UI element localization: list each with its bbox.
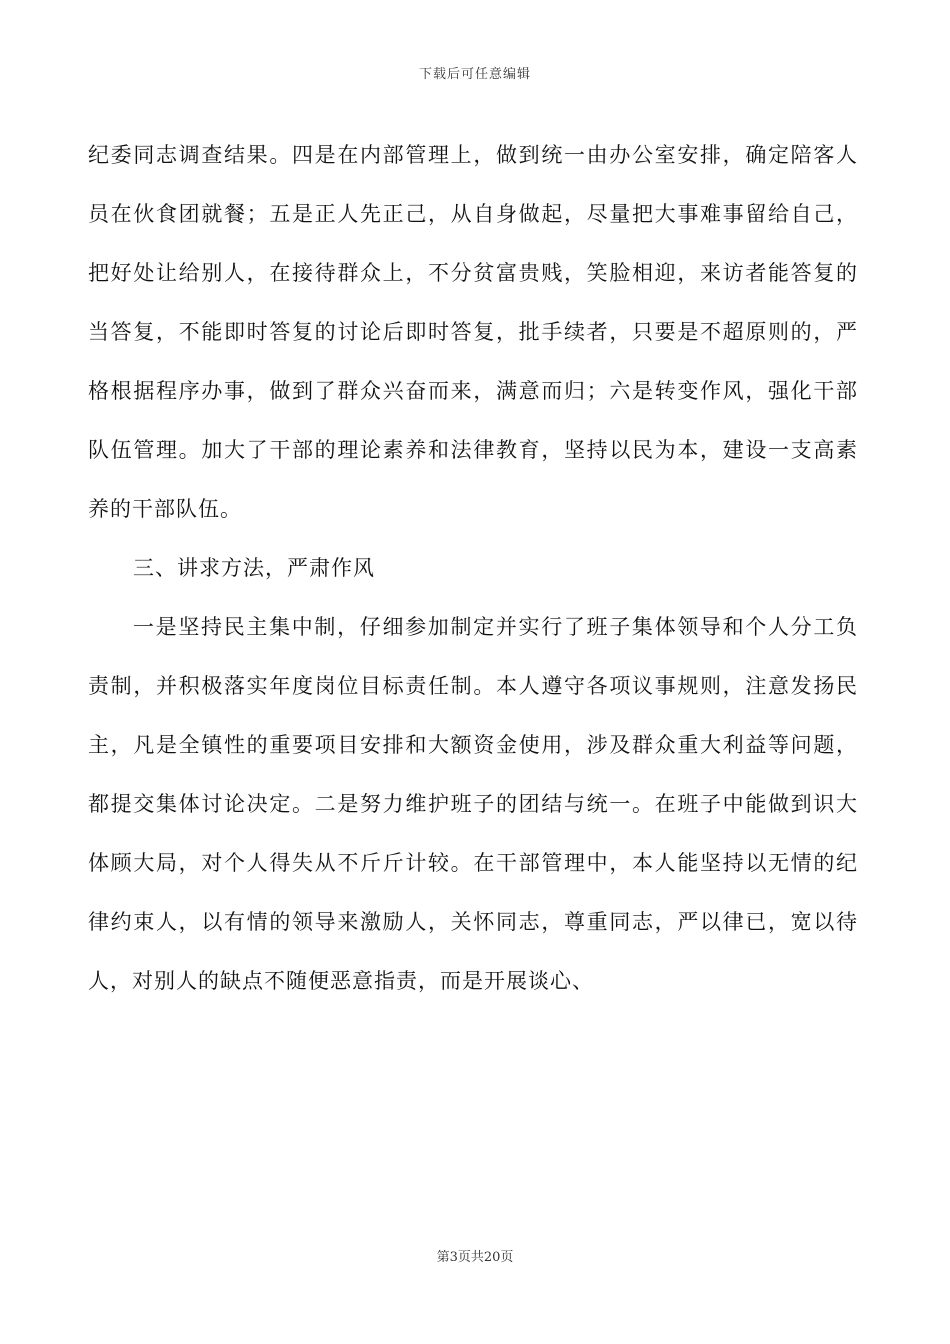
text-line: 主，凡是全镇性的重要项目安排和大额资金使用，涉及群众重大利益等问题， bbox=[88, 733, 858, 757]
text-line: 都提交集体讨论决定。二是努力维护班子的团结与统一。在班子中能做到识大 bbox=[88, 792, 858, 816]
section-heading: 三、讲求方法，严肃作风 bbox=[133, 556, 375, 580]
text-line: 律约束人，以有情的领导来激励人，关怀同志，尊重同志，严以律已，宽以待 bbox=[88, 910, 858, 934]
text-line: 纪委同志调查结果。四是在内部管理上，做到统一由办公室安排，确定陪客人 bbox=[88, 143, 858, 167]
text-line: 格根据程序办事，做到了群众兴奋而来，满意而归；六是转变作风，强化干部 bbox=[88, 379, 858, 403]
text-line: 把好处让给别人，在接待群众上，不分贫富贵贱，笑脸相迎，来访者能答复的 bbox=[88, 261, 858, 285]
text-line: 一是坚持民主集中制，仔细参加制定并实行了班子集体领导和个人分工负 bbox=[133, 615, 858, 639]
page-number: 第3页共20页 bbox=[436, 1250, 514, 1265]
text-line: 员在伙食团就餐；五是正人先正己，从自身做起，尽量把大事难事留给自己， bbox=[88, 202, 858, 226]
text-line: 当答复，不能即时答复的讨论后即时答复，批手续者，只要是不超原则的，严 bbox=[88, 320, 858, 344]
body-text bbox=[88, 126, 858, 1011]
page-header: 下载后可任意编辑 bbox=[418, 67, 531, 82]
text-line: 养的干部队伍。 bbox=[88, 497, 242, 521]
text-line: 队伍管理。加大了干部的理论素养和法律教育，坚持以民为本，建设一支高素 bbox=[88, 438, 858, 462]
text-line: 体顾大局，对个人得失从不斤斤计较。在干部管理中，本人能坚持以无情的纪 bbox=[88, 851, 858, 875]
text-line: 责制，并积极落实年度岗位目标责任制。本人遵守各项议事规则，注意发扬民 bbox=[88, 674, 858, 698]
text-line: 人，对别人的缺点不随便恶意指责，而是开展谈心、 bbox=[88, 969, 594, 993]
